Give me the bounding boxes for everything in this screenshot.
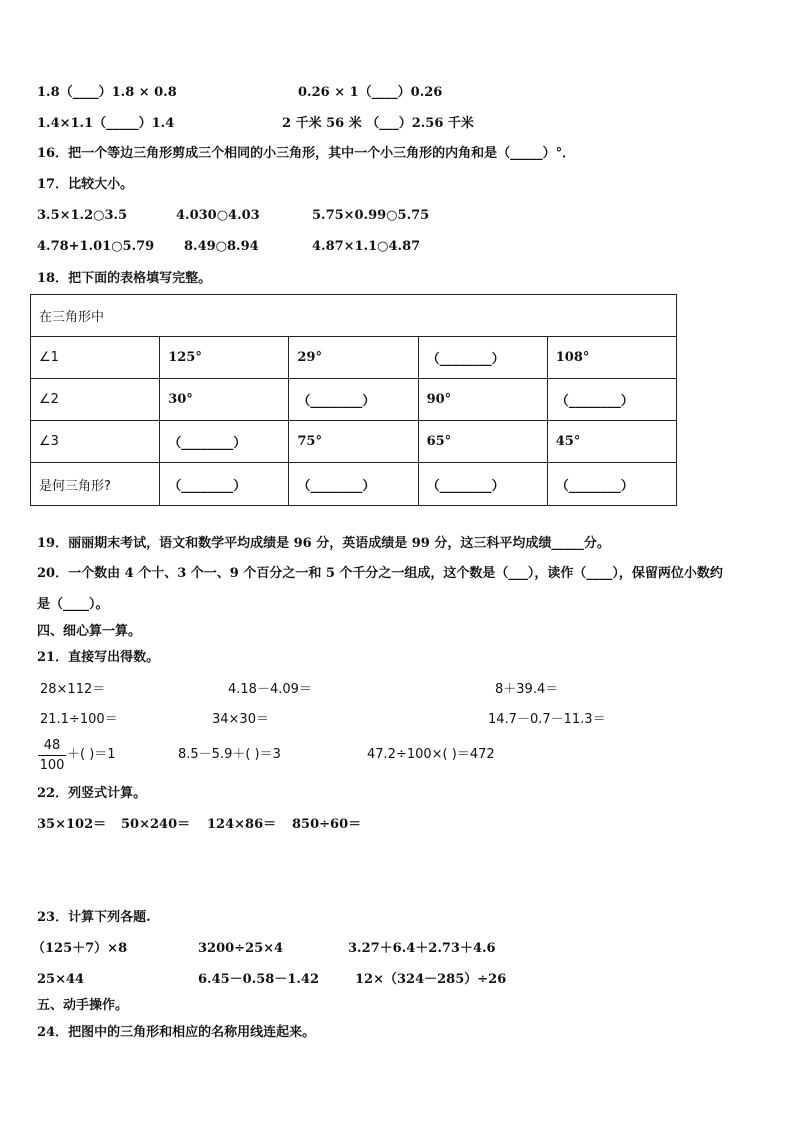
- table-cell: （________）: [547, 379, 676, 421]
- question-20-line-2: 是（____）。: [37, 597, 109, 612]
- q23-item-1: （125＋7）×8: [32, 941, 128, 956]
- table-cell: （________）: [289, 379, 418, 421]
- q15-item-1: 1.8（____）1.8 × 0.8: [37, 85, 177, 100]
- q23-item-4: 25×44: [37, 972, 85, 987]
- table-cell: 75°: [289, 421, 418, 463]
- q15-item-4: 2 千米 56 米 （___）2.56 千米: [282, 116, 474, 131]
- table-row: [31, 337, 677, 379]
- table-cell: 30°: [160, 379, 289, 421]
- q17-item-1: 3.5×1.2○3.5: [37, 208, 128, 223]
- q22-item-2: 50×240＝: [121, 817, 191, 832]
- q17-item-4: 4.78+1.01○5.79: [37, 239, 155, 254]
- q21-item-3: 8＋39.4＝: [495, 682, 559, 697]
- q15-item-2: 0.26 × 1（____）0.26: [298, 85, 443, 100]
- table-cell: （________）: [418, 463, 547, 506]
- table-cell: （________）: [160, 421, 289, 463]
- q17-item-6: 4.87×1.1○4.87: [312, 239, 421, 254]
- question-19: 19．丽丽期末考试，语文和数学平均成绩是 96 分，英语成绩是 99 分，这三科平均成绩_____分。: [37, 536, 610, 551]
- q22-item-3: 124×86＝: [207, 817, 277, 832]
- table-cell: （________）: [547, 463, 676, 506]
- q23-item-3: 3.27＋6.4＋2.73＋4.6: [348, 941, 496, 956]
- table-cell: 是何三角形?: [31, 463, 160, 506]
- table-row: [31, 379, 677, 421]
- table-cell: 45°: [547, 421, 676, 463]
- q21-item-5: 34×30＝: [212, 712, 269, 727]
- q17-item-5: 8.49○8.94: [184, 239, 259, 254]
- q23-item-5: 6.45－0.58－1.42: [198, 972, 319, 987]
- table-cell: （________）: [289, 463, 418, 506]
- triangle-angle-table: [30, 294, 677, 506]
- fraction-48-100: [38, 737, 66, 774]
- question-24: 24．把图中的三角形和相应的名称用线连起来。: [37, 1025, 316, 1040]
- table-cell: ∠3: [31, 421, 160, 463]
- table-cell: 108°: [547, 337, 676, 379]
- q17-item-2: 4.030○4.03: [176, 208, 260, 223]
- table-cell: ∠1: [31, 337, 160, 379]
- question-20-line-1: 20．一个数由 4 个十、3 个一、9 个百分之一和 5 个千分之一组成，这个数是（___），读作（____），保留两位小数约: [37, 566, 723, 581]
- table-cell: （________）: [418, 337, 547, 379]
- table-header: 在三角形中: [31, 295, 677, 337]
- question-21-title: 21．直接写出得数。: [37, 650, 160, 665]
- q17-item-3: 5.75×0.99○5.75: [312, 208, 430, 223]
- q21-item-6: 14.7－0.7－11.3＝: [488, 712, 606, 727]
- q21-item-9: 47.2÷100×( )＝472: [367, 747, 495, 762]
- table-cell: 125°: [160, 337, 289, 379]
- table-cell: 90°: [418, 379, 547, 421]
- q21-item-8: 8.5－5.9＋( )＝3: [178, 747, 281, 762]
- question-18-title: 18．把下面的表格填写完整。: [37, 271, 212, 286]
- question-23-title: 23．计算下列各题.: [37, 910, 151, 925]
- table-cell: ∠2: [31, 379, 160, 421]
- question-17-title: 17．比较大小。: [37, 177, 134, 192]
- section-5-heading: 五、动手操作。: [37, 998, 129, 1013]
- fraction-numerator: 48: [43, 738, 61, 753]
- table-cell: 29°: [289, 337, 418, 379]
- q21-item-1: 28×112＝: [40, 682, 106, 697]
- question-22-title: 22．列竖式计算。: [37, 786, 147, 801]
- q22-item-4: 850÷60＝: [292, 817, 362, 832]
- q21-item-4: 21.1÷100＝: [40, 712, 118, 727]
- table-row: [31, 463, 677, 506]
- question-16: 16．把一个等边三角形剪成三个相同的小三角形，其中一个小三角形的内角和是（_____）°．: [37, 146, 576, 161]
- q23-item-6: 12×（324－285）÷26: [355, 972, 507, 987]
- section-4-heading: 四、细心算一算。: [37, 624, 142, 639]
- table-cell: （________）: [160, 463, 289, 506]
- fraction-denominator: 100: [39, 758, 65, 773]
- q21-item-7: ＋( )＝1: [67, 747, 116, 762]
- table-cell: 65°: [418, 421, 547, 463]
- q15-item-3: 1.4×1.1（_____）1.4: [37, 116, 175, 131]
- q22-item-1: 35×102＝: [37, 817, 107, 832]
- fraction-bar: [38, 755, 66, 756]
- table-row: [31, 421, 677, 463]
- q23-item-2: 3200÷25×4: [198, 941, 284, 956]
- q21-item-2: 4.18－4.09＝: [228, 682, 312, 697]
